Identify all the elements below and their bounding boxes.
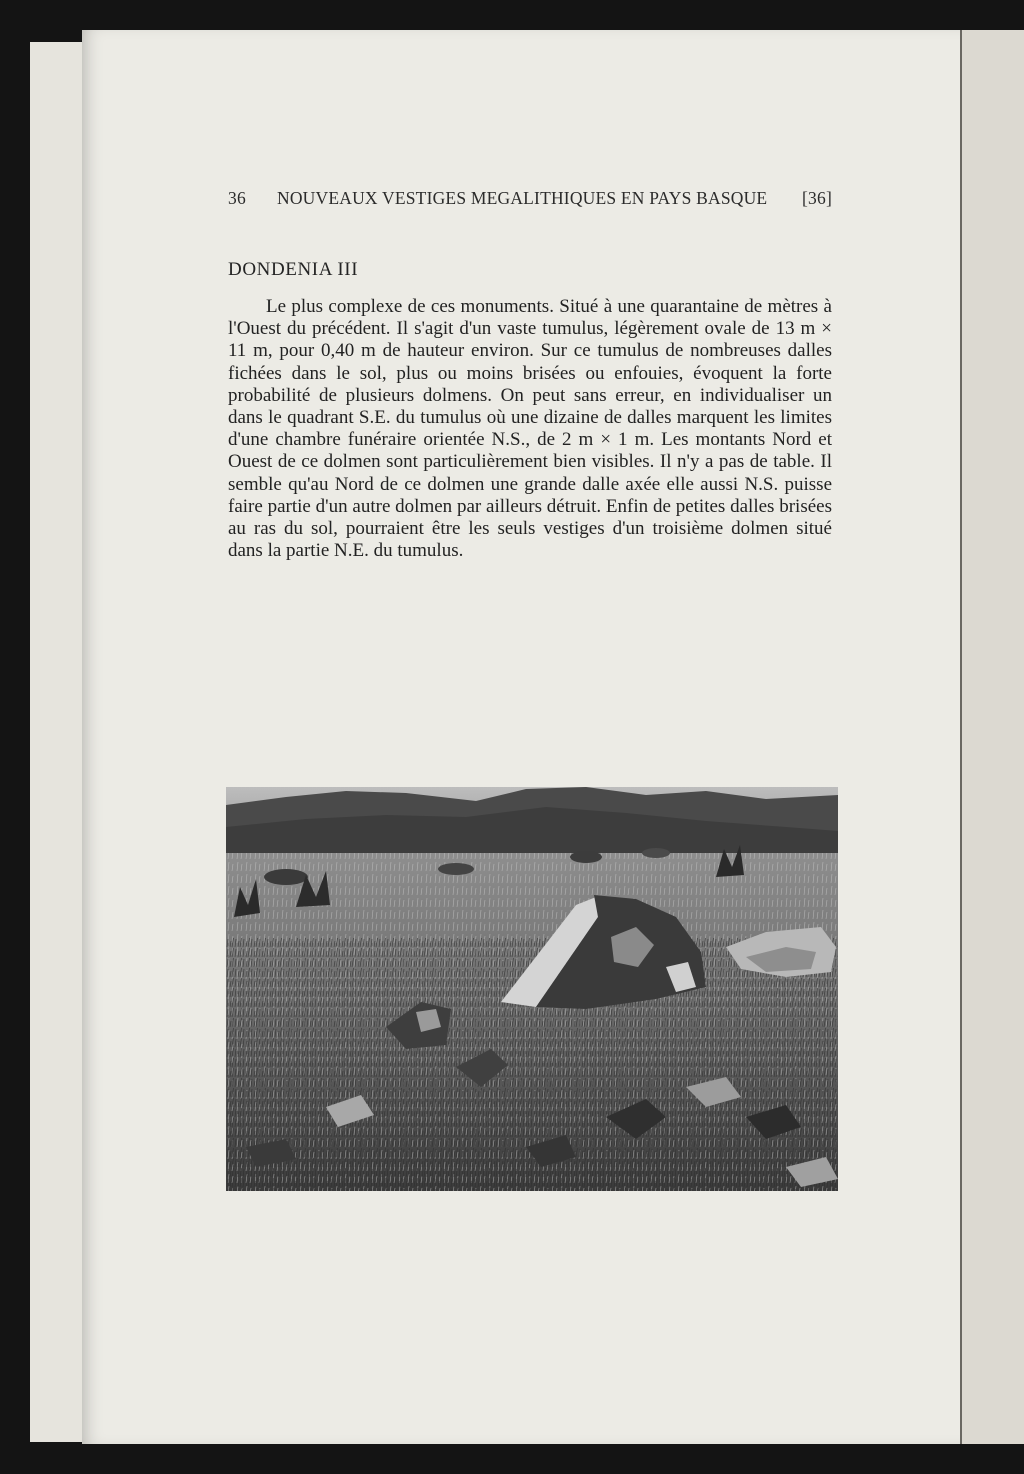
facing-page-edge (960, 30, 1024, 1444)
body-paragraph: Le plus complexe de ces monuments. Situé à une quarantaine de mètres à l'Ouest du précédent. Il s'agit d'un vaste tumulus, légèrement ovale de 13 m × 11 m, pour 0,40 m de hauteur environ. Sur ce tumulus de nombreuses dalles fichées dans le sol, plus ou moins brisées ou enfouies, évoquent la forte probabilité de plusieurs dolmens. On peut sans erreur, en individualiser un dans le quadrant S.E. du tumulus où une dizaine de dalles marquent les limites d'une chambre funéraire orientée N.S., de 2 m × 1 m. Les montants Nord et Ouest de ce dolmen sont particulièrement bien visibles. Il n'y a pas de table. Il semble qu'au Nord de ce dolmen une grande dalle axée elle aussi N.S. puisse faire partie d'un autre dolmen par ailleurs détruit. Enfin de petites dalles brisées au ras du sol, pourraient être les seuls vestiges d'un troisième dolmen situé dans la partie N.E. du tumulus. (228, 296, 832, 562)
dolmen-photograph (226, 787, 838, 1191)
section-title: DONDENIA III (228, 259, 359, 280)
book-page (82, 30, 960, 1444)
running-title: NOUVEAUX VESTIGES MEGALITHIQUES EN PAYS BASQUE (277, 188, 768, 208)
page-number: 36 (228, 188, 246, 208)
page-number-bracketed: [36] (802, 188, 832, 208)
photo-illustration (226, 787, 838, 1191)
